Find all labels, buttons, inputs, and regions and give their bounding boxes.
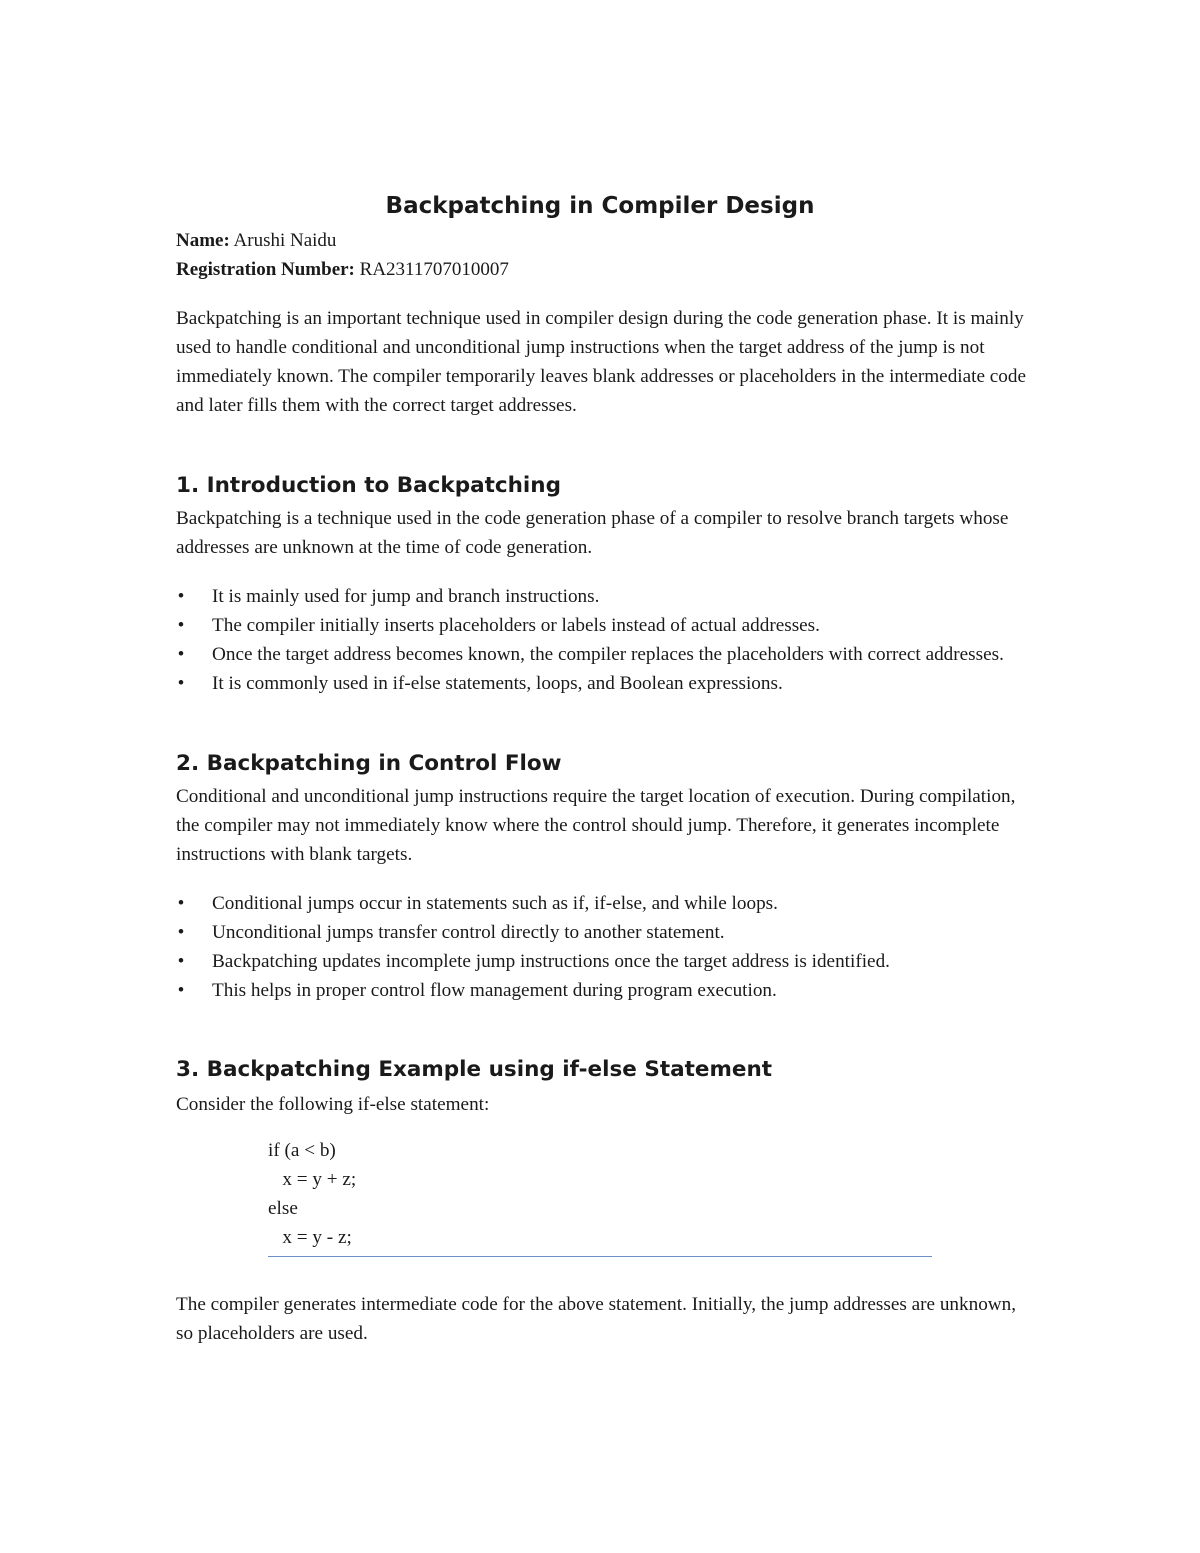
section-2-body: Conditional and unconditional jump instructions require the target location of execution. During compilation, the compiler may not immediately know where the control should jump. Therefore, it generates incomplete instructions with blank targets.: [176, 786, 1016, 865]
section-2-bullet-list: [176, 889, 1036, 1005]
section-1-bullet-list: [176, 582, 1036, 698]
bullet-icon: •: [177, 586, 185, 607]
registration-label: Registration Number:: [176, 259, 355, 280]
list-item: • It is commonly used in if-else statements, loops, and Boolean expressions.: [176, 669, 1036, 698]
name-label: Name:: [176, 230, 230, 251]
intro-paragraph: Backpatching is an important technique used in compiler design during the code generation phase. It is mainly used to handle conditional and unconditional jump instructions when the target address of the jump is not immediately known. The compiler temporarily leaves blank addresses or placeholders in the intermediate code and later fills them with the correct target addresses.: [176, 308, 1027, 416]
bullet-icon: •: [177, 615, 185, 636]
list-item: • Unconditional jumps transfer control directly to another statement.: [176, 918, 1036, 947]
section-1-body: Backpatching is a technique used in the code generation phase of a compiler to resolve branch targets whose addresses are unknown at the time of code generation.: [176, 508, 1009, 558]
code-line: x = y - z;: [268, 1227, 352, 1248]
section-2-heading: 2. Backpatching in Control Flow: [176, 751, 562, 776]
name-value: Arushi Naidu: [229, 230, 337, 251]
list-item: • The compiler initially inserts placeholders or labels instead of actual addresses.: [176, 611, 1036, 640]
registration-value: RA2311707010007: [354, 259, 509, 280]
bullet-icon: •: [177, 644, 185, 665]
bullet-icon: •: [177, 893, 185, 914]
list-item: • This helps in proper control flow management during program execution.: [176, 976, 1036, 1005]
registration-line: [176, 255, 509, 284]
bullet-icon: •: [177, 980, 185, 1001]
code-block-underline: [268, 1256, 932, 1257]
list-item: • Backpatching updates incomplete jump instructions once the target address is identified.: [176, 947, 1036, 976]
list-item: • Conditional jumps occur in statements such as if, if-else, and while loops.: [176, 889, 1036, 918]
document-title: Backpatching in Compiler Design: [385, 193, 815, 219]
section-3-after-paragraph: The compiler generates intermediate code for the above statement. Initially, the jump addresses are unknown, so placeholders are used.: [176, 1294, 1017, 1344]
section-3-heading: 3. Backpatching Example using if-else Statement: [176, 1057, 773, 1082]
bullet-icon: •: [177, 922, 185, 943]
code-line: x = y + z;: [268, 1169, 357, 1190]
list-item: • It is mainly used for jump and branch instructions.: [176, 582, 1036, 611]
bullet-icon: •: [177, 951, 185, 972]
bullet-icon: •: [177, 673, 185, 694]
code-block: [268, 1136, 932, 1252]
name-line: [176, 226, 336, 255]
code-line: else: [268, 1198, 298, 1219]
section-3-body: Consider the following if-else statement:: [176, 1094, 490, 1115]
code-line: if (a < b): [268, 1140, 336, 1161]
section-1-heading: 1. Introduction to Backpatching: [176, 473, 561, 498]
list-item: • Once the target address becomes known, the compiler replaces the placeholders with correct addresses.: [176, 640, 1036, 669]
